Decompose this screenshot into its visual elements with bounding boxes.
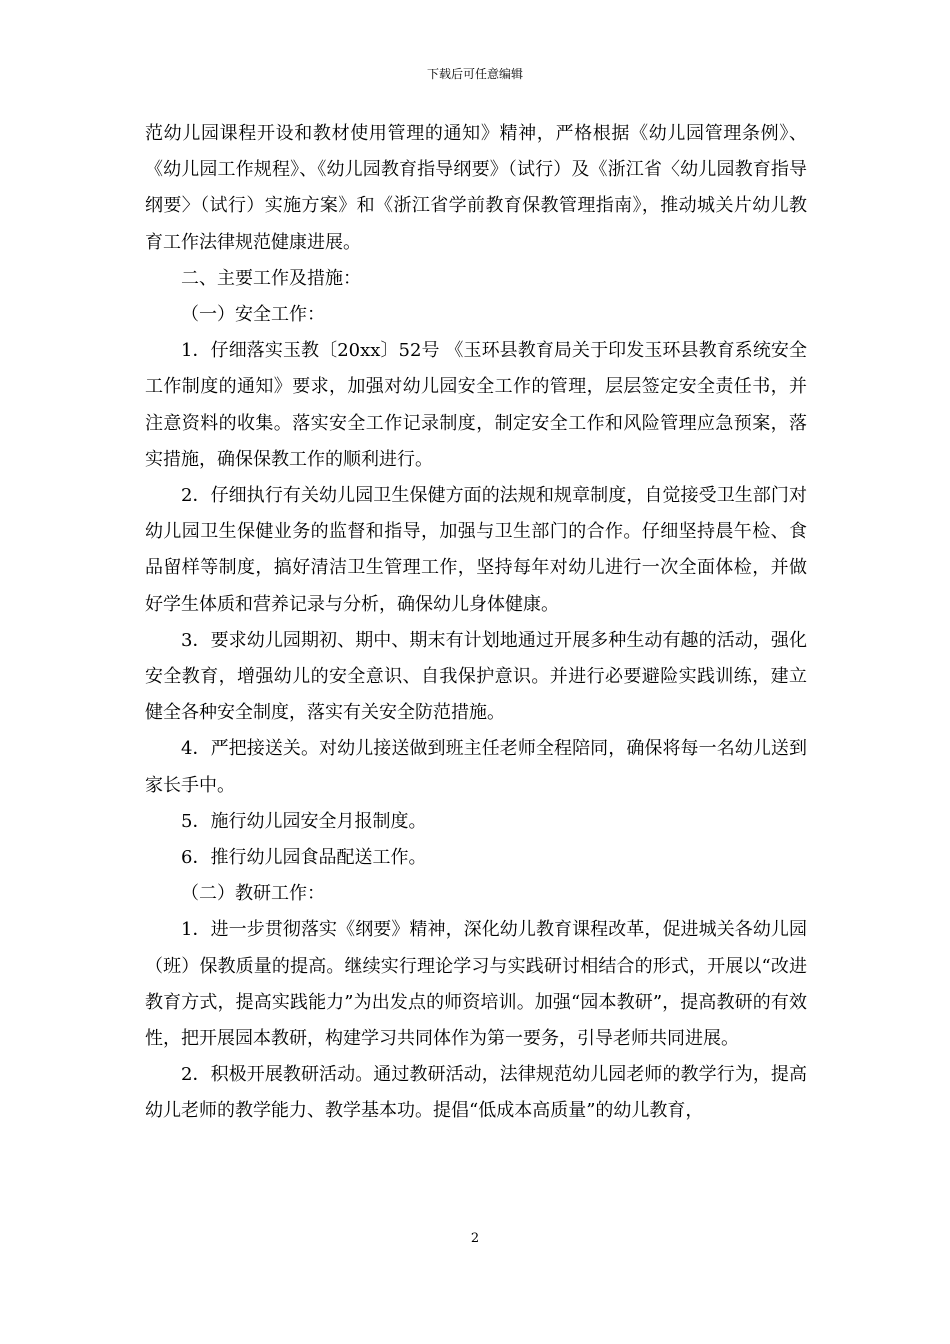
subsection-heading: （一）安全工作： [181, 304, 325, 326]
paragraph: 2．仔细执行有关幼儿园卫生保健方面的法规和规章制度，自觉接受卫生部门对幼儿园卫生保健业务的监督和指导，加强与卫生部门的合作。仔细坚持晨午检、食品留样等制度，搞好清洁卫生管理工作，坚持每年对幼儿进行一次全面体检，并做好学生体质和营养记录与分析，确保幼儿身体健康。 [145, 485, 807, 615]
section-heading: 二、主要工作及措施： [181, 267, 361, 289]
paragraph: 6．推行幼儿园食品配送工作。 [181, 847, 427, 869]
paragraph: 1．仔细落实玉教〔20xx〕52号 《玉环县教育局关于印发玉环县教育系统安全工作制度的通知》要求，加强对幼儿园安全工作的管理，层层签定安全责任书，并注意资料的收集。落实安全工作记录制度，制定安全工作和风险管理应急预案，落实措施，确保保教工作的顺利进行。 [145, 340, 807, 470]
paragraph: 4．严把接送关。对幼儿接送做到班主任老师全程陪同，确保将每一名幼儿送到家长手中。 [145, 738, 807, 796]
paragraph: 5．施行幼儿园安全月报制度。 [181, 810, 427, 832]
document-body [145, 116, 807, 1130]
subsection-heading: （二）教研工作： [181, 883, 325, 905]
paragraph: 3．要求幼儿园期初、期中、期末有计划地通过开展多种生动有趣的活动，强化安全教育，增强幼儿的安全意识、自我保护意识。并进行必要避险实践训练，建立健全各种安全制度，落实有关安全防范措施。 [145, 629, 807, 724]
paragraph: 2．积极开展教研活动。通过教研活动，法律规范幼儿园老师的教学行为，提高幼儿老师的教学能力、教学基本功。提倡“低成本高质量”的幼儿教育， [145, 1064, 807, 1122]
paragraph: 1．进一步贯彻落实《纲要》精神，深化幼儿教育课程改革，促进城关各幼儿园（班）保教质量的提高。继续实行理论学习与实践研讨相结合的形式，开展以“改进教育方式，提高实践能力”为出发点的师资培训。加强“园本教研”，提高教研的有效性，把开展园本教研，构建学习共同体作为第一要务，引导老师共同进展。 [145, 919, 807, 1050]
page-header: 下载后可任意编辑 [426, 67, 523, 81]
page-number: 2 [470, 1231, 480, 1246]
paragraph: 范幼儿园课程开设和教材使用管理的通知》精神，严格根据《幼儿园管理条例》、《幼儿园工作规程》、《幼儿园教育指导纲要》（试行）及《浙江省〈幼儿园教育指导纲要〉（试行）实施方案》和《浙江省学前教育保教管理指南》，推动城关片幼儿教育工作法律规范健康进展。 [145, 123, 807, 253]
